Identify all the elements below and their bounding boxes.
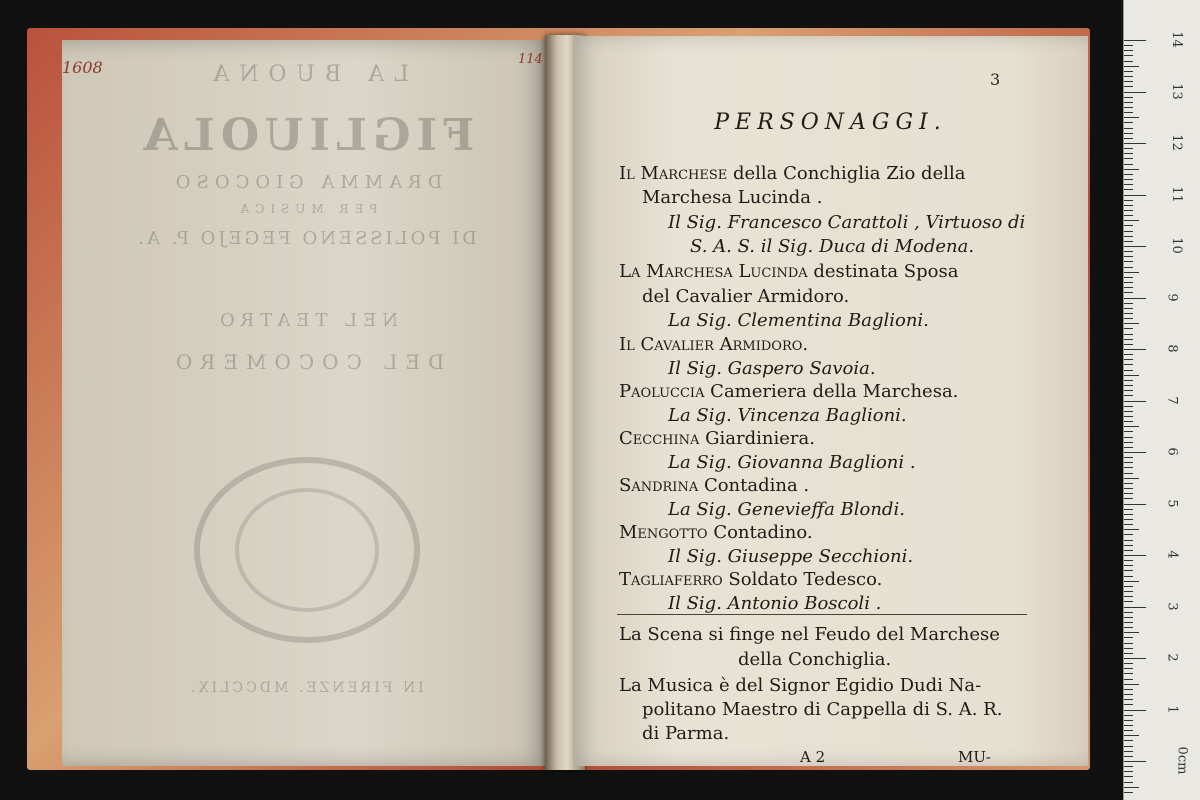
role-description: Cameriera della Marchesa. [704,381,959,402]
ruler-tick [1124,107,1133,108]
ruler-number: 1 [1164,704,1180,714]
ruler-tick [1124,86,1133,87]
ruler-tick [1124,771,1133,772]
ruler-tick [1124,375,1139,376]
actor-name: Il Sig. Antonio Boscoli . [668,593,882,614]
cast-entry [619,334,808,355]
ruler-number: 4 [1164,550,1180,559]
ruler-tick [1124,364,1133,365]
ruler-tick [1124,776,1133,777]
ruler-tick [1124,277,1133,278]
ruler-tick [1124,540,1133,541]
ruler-tick [1124,509,1133,510]
ruler-tick [1124,684,1139,685]
actor-name: Il Sig. Gaspero Savoia. [668,358,876,379]
cast-entry [619,569,882,590]
ruler-tick [1124,725,1133,726]
ruler-tick [1124,730,1133,731]
scene-note: La Scena si finge nel Feudo del Marchese [619,624,1000,645]
ruler-tick [1124,426,1139,427]
ruler-tick [1124,354,1133,355]
ruler-tick [1124,421,1133,422]
cast-entry [619,475,809,496]
ruler-tick [1124,153,1133,154]
ruler-tick [1124,442,1133,443]
ruler-tick [1124,766,1133,767]
ruler-tick [1124,534,1133,535]
catchword: MU- [958,748,991,766]
ruler-tick [1124,287,1133,288]
ruler-number: 10 [1168,237,1184,254]
ruler-tick [1124,241,1133,242]
ruler-tick [1124,545,1133,546]
ruler-tick [1124,61,1133,62]
ruler-tick [1124,390,1133,391]
role-name: Sandrina [619,475,699,496]
role-name: Il Marchese [619,163,728,184]
music-note: politano Maestro di Cappella di S. A. R. [642,699,1003,720]
ruler-number: 6 [1164,447,1180,456]
ruler-tick [1124,298,1146,299]
ruler-tick [1124,467,1133,468]
showthrough-line: LA BUONA [203,62,409,87]
cast-entry [619,163,965,184]
actor-name: S. A. S. il Sig. Duca di Modena. [690,236,975,257]
ruler-tick [1124,782,1133,783]
ruler-tick [1124,97,1133,98]
ruler-tick [1124,256,1133,257]
cast-entry [619,522,813,543]
ruler-tick [1124,45,1133,46]
showthrough-line: DI POLISSENO FEGEJO P. A. [135,228,477,249]
role-name: Paoluccia [619,381,705,402]
music-note: di Parma. [642,723,730,744]
ruler-tick [1124,205,1133,206]
showthrough-line: DRAMMA GIOCOSO [169,172,443,193]
ruler-tick [1124,303,1133,304]
ruler-tick [1124,632,1139,633]
ruler-tick [1124,437,1133,438]
ruler-tick [1124,740,1133,741]
ruler-tick [1124,359,1133,360]
ruler-tick [1124,416,1133,417]
ruler-number: 11 [1168,185,1184,203]
ruler-tick [1124,200,1133,201]
ruler-tick [1124,225,1133,226]
ruler-tick [1124,689,1133,690]
ruler-tick [1124,55,1133,56]
ruler-tick [1124,133,1133,134]
ruler-tick [1124,576,1133,577]
ruler-number: 9 [1164,292,1180,302]
ruler-tick [1124,751,1133,752]
ruler-tick [1124,334,1133,335]
ruler-tick [1124,792,1133,793]
role-description: Soldato Tedesco. [722,569,883,590]
ruler-tick [1124,313,1133,314]
ruler-tick [1124,385,1133,386]
ruler-tick [1124,761,1146,762]
ruler-tick [1124,746,1133,747]
ruler-tick [1124,174,1133,175]
ruler-tick [1124,282,1133,283]
handwritten-number: 1608 [62,58,103,77]
showthrough-line: DEL COCOMERO [167,350,445,374]
ruler-tick [1124,251,1133,252]
ruler-tick [1124,395,1133,396]
cast-entry [619,261,958,282]
ruler-tick [1124,431,1133,432]
ruler-tick [1124,570,1133,571]
role-name: Mengotto [619,522,708,543]
role-description: della Conchiglia Zio della [727,163,966,184]
ruler-tick [1124,143,1146,144]
ruler-tick [1124,50,1133,51]
ruler-tick [1124,66,1139,67]
ruler-tick [1124,261,1133,262]
role-name: La Marchesa Lucinda [619,261,808,282]
ruler-tick [1124,272,1139,273]
ruler-number: 14 [1168,31,1184,48]
ruler-tick [1124,164,1133,165]
ruler-number: 2 [1164,653,1180,662]
ruler-tick [1124,787,1139,788]
ruler-number: 3 [1164,601,1180,611]
ruler-tick [1124,184,1133,185]
ruler-tick [1124,658,1146,659]
ruler-tick [1124,756,1133,757]
showthrough-line: NEL TEATRO [213,310,399,331]
scene-note: della Conchiglia. [738,649,892,670]
ruler-tick [1124,231,1133,232]
ruler-tick [1124,158,1133,159]
ruler-tick [1124,148,1133,149]
ruler-tick [1124,519,1133,520]
ruler-tick [1124,720,1133,721]
ruler-tick [1124,550,1133,551]
actor-name: Il Sig. Giuseppe Secchioni. [668,546,914,567]
ruler-tick [1124,679,1133,680]
ruler-tick [1124,122,1133,123]
ruler-tick [1124,112,1133,113]
role-name: Tagliaferro [619,569,723,590]
ruler-tick [1124,637,1133,638]
showthrough-line: FIGLIUOLA [137,110,475,161]
ruler-number: 13 [1168,82,1184,100]
ruler-tick [1124,699,1133,700]
ruler-tick [1124,76,1133,77]
ruler-number: 7 [1164,395,1180,405]
ruler-tick [1124,447,1133,448]
ruler-tick [1124,406,1133,407]
role-description: Contadina . [698,475,810,496]
actor-name: Il Sig. Francesco Carattoli , Virtuoso di [668,212,1026,233]
measurement-ruler [1123,0,1200,800]
ruler-tick [1124,40,1146,41]
ruler-tick [1124,504,1146,505]
divider-rule [617,614,1027,615]
ruler-tick [1124,138,1133,139]
ruler-tick [1124,735,1139,736]
cast-entry [619,381,958,402]
ruler-tick [1124,586,1133,587]
showthrough-line: PER MUSICA [234,202,378,216]
ruler-number: 12 [1168,134,1184,151]
ruler-tick [1124,524,1133,525]
ruler-tick [1124,117,1139,118]
ruler-tick [1124,601,1133,602]
ruler-tick [1124,195,1146,196]
ruler-tick [1124,560,1133,561]
ruler-tick [1124,493,1133,494]
ruler-tick [1124,663,1133,664]
ruler-tick [1124,617,1133,618]
ruler-tick [1124,622,1133,623]
actor-name: La Sig. Giovanna Baglioni . [668,452,916,473]
showthrough-emblem [172,440,442,660]
ruler-tick [1124,648,1133,649]
ruler-tick [1124,673,1133,674]
ruler-number: 0cm [1174,746,1190,775]
ruler-tick [1124,328,1133,329]
cast-entry [619,428,815,449]
ruler-tick [1124,323,1139,324]
showthrough-line: IN FIRENZE. MDCCLIX. [188,680,424,696]
ruler-tick [1124,179,1133,180]
ruler-tick [1124,555,1146,556]
ruler-tick [1124,483,1133,484]
signature-mark: A 2 [800,748,826,766]
ruler-tick [1124,344,1133,345]
ruler-tick [1124,627,1133,628]
ruler-tick [1124,380,1133,381]
ruler-tick [1124,478,1139,479]
ruler-tick [1124,704,1133,705]
ruler-tick [1124,318,1133,319]
ruler-tick [1124,339,1133,340]
ruler-tick [1124,514,1133,515]
ruler-tick [1124,169,1139,170]
ruler-tick [1124,596,1133,597]
actor-name: La Sig. Genevieffa Blondi. [668,499,905,520]
ruler-tick [1124,92,1146,93]
page-title: PERSONAGGI. [714,110,947,135]
ruler-tick [1124,612,1133,613]
role-continuation: Marchesa Lucinda . [642,187,823,208]
ruler-tick [1124,488,1133,489]
ruler-tick [1124,267,1133,268]
ruler-tick [1124,715,1133,716]
ruler-tick [1124,710,1146,711]
ruler-tick [1124,529,1139,530]
ruler-tick [1124,591,1133,592]
ruler-tick [1124,349,1146,350]
role-description: destinata Sposa [807,261,959,282]
ruler-tick [1124,643,1133,644]
ruler-number: 8 [1164,344,1180,353]
actor-name: La Sig. Vincenza Baglioni. [668,405,907,426]
ruler-tick [1124,81,1133,82]
ruler-tick [1124,102,1133,103]
actor-name: La Sig. Clementina Baglioni. [668,310,929,331]
ruler-tick [1124,581,1139,582]
ruler-tick [1124,292,1133,293]
ruler-tick [1124,411,1133,412]
ruler-tick [1124,308,1133,309]
role-description: Giardiniera. [699,428,815,449]
music-note: La Musica è del Signor Egidio Dudi Na- [619,675,982,696]
ruler-tick [1124,220,1139,221]
ruler-tick [1124,210,1133,211]
ruler-tick [1124,452,1146,453]
role-name: Cecchina [619,428,700,449]
ruler-tick [1124,457,1133,458]
handwritten-number: 114 [518,52,543,67]
ruler-tick [1124,653,1133,654]
ruler-tick [1124,694,1133,695]
ruler-tick [1124,246,1146,247]
ruler-tick [1124,189,1133,190]
page-number: 3 [990,70,1001,89]
ruler-tick [1124,401,1146,402]
ruler-tick [1124,565,1133,566]
ruler-tick [1124,215,1133,216]
ruler-tick [1124,462,1133,463]
ruler-tick [1124,236,1133,237]
ruler-tick [1124,370,1133,371]
ruler-tick [1124,498,1133,499]
ruler-number: 5 [1164,498,1180,508]
ruler-tick [1124,71,1133,72]
left-page [62,40,550,766]
role-name: Il Cavalier Armidoro [619,334,803,355]
ruler-tick [1124,473,1133,474]
role-description: . [802,334,809,355]
role-description: Contadino. [707,522,813,543]
role-continuation: del Cavalier Armidoro. [642,286,850,307]
ruler-tick [1124,128,1133,129]
ruler-tick [1124,607,1146,608]
ruler-tick [1124,668,1133,669]
